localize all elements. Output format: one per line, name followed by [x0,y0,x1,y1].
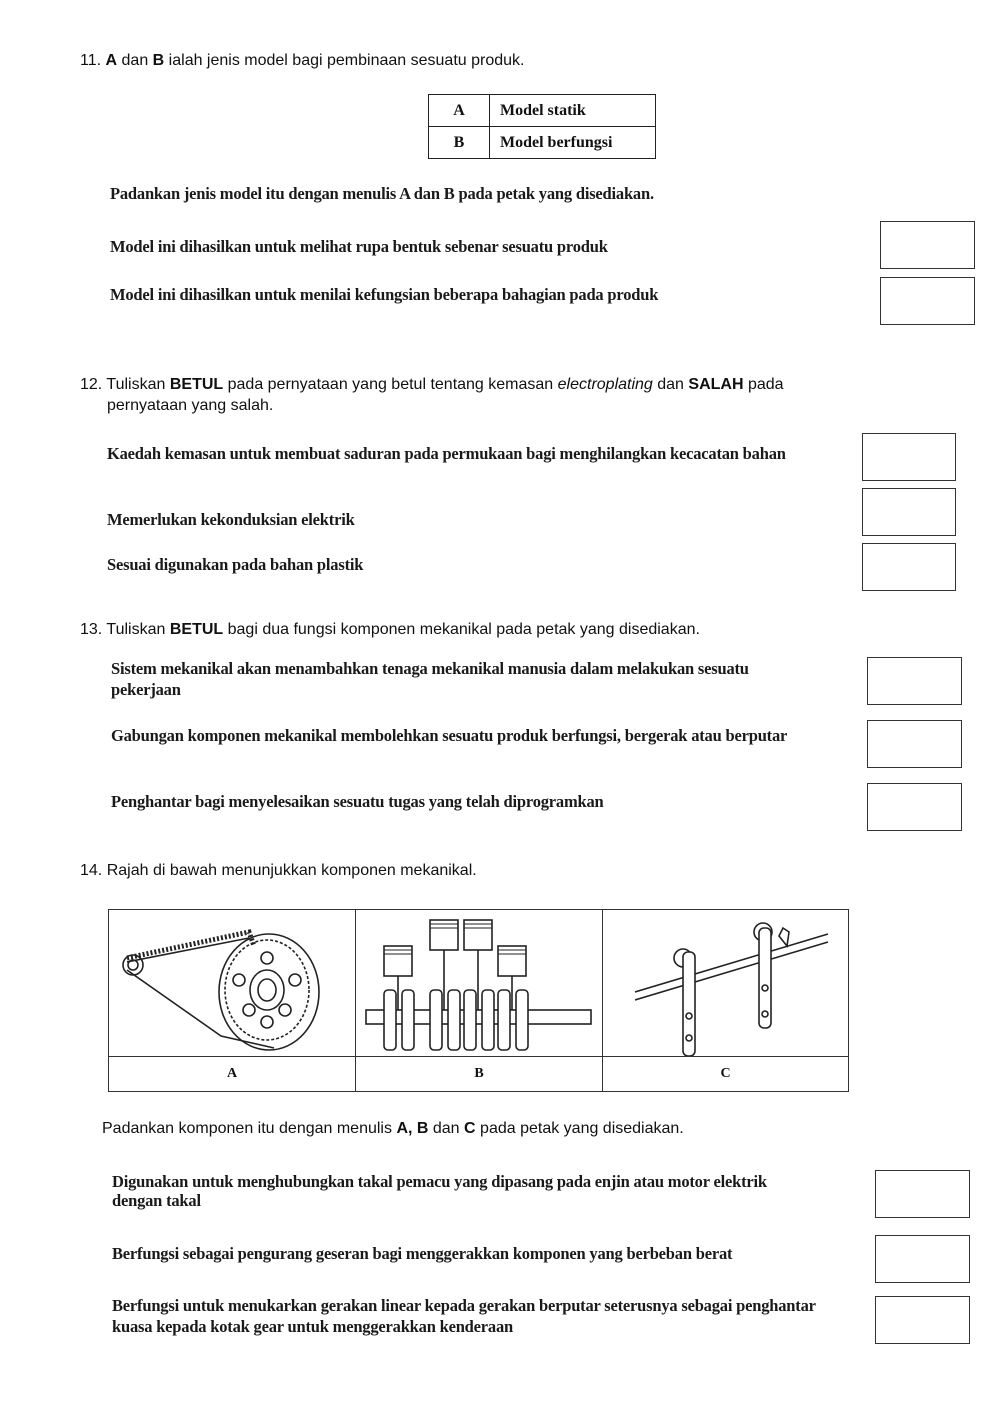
question-number: 11. [80,52,102,69]
prompt-text: Tuliskan [106,621,170,638]
q14-item-1: Digunakan untuk menghubungkan takal pemacu yang dipasang pada enjin atau motor elektrik dengan takal [112,1172,767,1210]
q14-answer-box-1[interactable] [875,1170,970,1218]
q14-item-3: Berfungsi untuk menukarkan gerakan linear kepada gerakan berputar seterusnya sebagai penghantar kuasa kepada kotak gear untuk menggerakkan kenderaan [112,1296,816,1336]
q13-answer-box-1[interactable] [867,657,962,705]
figure-cell-b [356,910,603,1056]
prompt-bold: A [105,52,118,69]
q14-prompt [80,860,477,881]
q14-answer-box-2[interactable] [875,1235,970,1283]
prompt-bold: SALAH [688,376,744,393]
instruction-text: dan [428,1120,465,1137]
question-number: 12. [80,376,103,393]
q12-prompt [80,374,910,416]
q13-answer-box-2[interactable] [867,720,962,768]
prompt-bold: BETUL [169,376,224,393]
q13-answer-box-3[interactable] [867,783,962,831]
prompt-text: Tuliskan [106,376,170,393]
q13-item-2: Gabungan komponen mekanikal membolehkan sesuatu produk berfungsi, bergerak atau berputar [111,726,788,745]
instruction-bold: C [464,1120,476,1137]
table-key: B [429,127,490,159]
figure-cell-c [603,910,848,1056]
q11-item-2: Model ini dihasilkan untuk menilai kefungsian beberapa bahagian pada produk [110,285,659,304]
figure-label-a: A [109,1056,356,1091]
table-row [429,95,656,127]
question-number: 14. [80,862,103,879]
prompt-italic: electroplating [557,376,653,393]
q12-item-3: Sesuai digunakan pada bahan plastik [107,555,364,574]
q14-item-2: Berfungsi sebagai pengurang geseran bagi menggerakkan komponen yang berbeban berat [112,1244,733,1263]
figure-cell-a [109,910,356,1056]
prompt-text: ialah jenis model bagi pembinaan sesuatu produk. [164,52,525,69]
q11-item-1: Model ini dihasilkan untuk melihat rupa bentuk sebenar sesuatu produk [110,237,608,256]
q11-instruction: Padankan jenis model itu dengan menulis A dan B pada petak yang disediakan. [110,184,654,203]
instruction-bold: A, B [396,1120,429,1137]
q12-answer-box-2[interactable] [862,488,956,536]
mechanical-components-figure [108,909,849,1092]
q12-item-1: Kaedah kemasan untuk membuat saduran pada permukaan bagi menghilangkan kecacatan bahan [107,444,786,463]
table-value: Model statik [490,95,656,127]
instruction-text: Padankan komponen itu dengan menulis [102,1120,397,1137]
prompt-bold: BETUL [169,621,224,638]
q12-item-2: Memerlukan kekonduksian elektrik [107,510,355,529]
model-table [428,94,656,159]
q11-answer-box-1[interactable] [880,221,975,269]
prompt-bold: B [152,52,165,69]
table-value: Model berfungsi [490,127,656,159]
prompt-text: pada [743,376,784,393]
prompt-text: pernyataan yang salah. [107,397,274,414]
q13-prompt [80,619,700,640]
crankshaft-illustration [356,910,601,1056]
prompt-text: dan [117,52,153,69]
question-number: 13. [80,621,103,638]
figure-label-b: B [356,1056,603,1091]
instruction-text: pada petak yang disediakan. [475,1120,684,1137]
q12-answer-box-1[interactable] [862,433,956,481]
belt-pulley-illustration [109,910,354,1056]
linkage-illustration [603,910,848,1056]
q11-answer-box-2[interactable] [880,277,975,325]
q14-answer-box-3[interactable] [875,1296,970,1344]
table-row [429,127,656,159]
prompt-text: bagi dua fungsi komponen mekanikal pada petak yang disediakan. [223,621,700,638]
table-key: A [429,95,490,127]
prompt-text: Rajah di bawah menunjukkan komponen mekanikal. [106,862,477,879]
q11-prompt [80,50,524,71]
q13-item-1: Sistem mekanikal akan menambahkan tenaga mekanikal manusia dalam melakukan sesuatu pekerjaan [111,659,749,699]
figure-label-c: C [603,1056,848,1091]
prompt-text: pada pernyataan yang betul tentang kemasan [223,376,558,393]
q12-answer-box-3[interactable] [862,543,956,591]
q13-item-3: Penghantar bagi menyelesaikan sesuatu tugas yang telah diprogramkan [111,792,604,811]
prompt-text: dan [652,376,689,393]
q14-instruction [102,1118,684,1139]
